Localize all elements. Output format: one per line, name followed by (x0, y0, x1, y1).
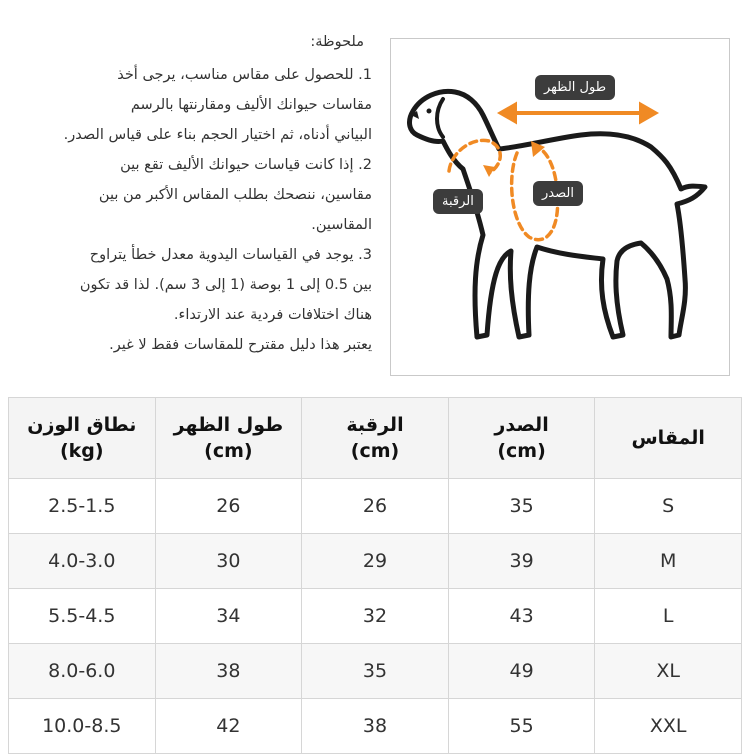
dog-measurement-diagram (390, 38, 730, 376)
note-line: المقاسين. (311, 217, 372, 233)
dog-eye-icon (427, 109, 432, 114)
cell-back-length: 38 (155, 644, 302, 699)
note-line: مقاسين، ننصحك بطلب المقاس الأكبر من بين (98, 187, 372, 203)
header-name: طول الظهر (173, 414, 284, 436)
cell-chest: 55 (448, 699, 595, 754)
back-length-label: طول الظهر (535, 75, 615, 100)
note-line: مقاسات حيوانك الأليف ومقارنتها بالرسم (130, 97, 372, 113)
cell-back-length: 34 (155, 589, 302, 644)
cell-chest: 43 (448, 589, 595, 644)
cell-chest: 49 (448, 644, 595, 699)
cell-chest: 35 (448, 479, 595, 534)
note-line: 3. يوجد في القياسات اليدوية معدل خطأ يتراوح (89, 247, 372, 263)
header-neck (302, 398, 449, 479)
chest-label: الصدر (533, 181, 583, 206)
table-row (9, 699, 742, 754)
cell-weight: 8.0-6.0 (9, 644, 156, 699)
table-row (9, 479, 742, 534)
back-length-arrow-icon (501, 105, 655, 121)
cell-neck: 38 (302, 699, 449, 754)
cell-back-length: 30 (155, 534, 302, 589)
note-line: يعتبر هذا دليل مقترح للمقاسات فقط لا غير. (109, 337, 372, 353)
cell-neck: 35 (302, 644, 449, 699)
note-line: 2. إذا كانت قياسات حيوانك الأليف تقع بين (120, 157, 372, 173)
table-row (9, 534, 742, 589)
header-unit: (kg) (59, 440, 104, 462)
header-chest (448, 398, 595, 479)
table-header-row (9, 398, 742, 479)
cell-weight: 4.0-3.0 (9, 534, 156, 589)
dog-ear-icon (437, 99, 443, 137)
cell-chest: 39 (448, 534, 595, 589)
header-name: الصدر (494, 414, 549, 436)
header-back-length (155, 398, 302, 479)
header-unit: (cm) (497, 440, 546, 462)
cell-back-length: 42 (155, 699, 302, 754)
cell-weight: 10.0-8.5 (9, 699, 156, 754)
note-line: البياني أدناه، ثم اختيار الحجم بناء على قياس الصدر. (63, 127, 372, 143)
cell-neck: 26 (302, 479, 449, 534)
neck-label: الرقبة (433, 189, 483, 214)
cell-size: S (595, 479, 742, 534)
notes-title: ملحوظة: (310, 34, 364, 50)
header-name: الرقبة (346, 414, 404, 436)
cell-neck: 29 (302, 534, 449, 589)
header-weight-range (9, 398, 156, 479)
cell-back-length: 26 (155, 479, 302, 534)
cell-size: XXL (595, 699, 742, 754)
table-row (9, 589, 742, 644)
table-row (9, 644, 742, 699)
header-unit: (cm) (350, 440, 400, 462)
size-chart-table (8, 397, 742, 754)
note-line: 1. للحصول على مقاس مناسب، يرجى أخذ (117, 67, 372, 83)
note-line: بين 0.5 إلى 1 بوصة (1 إلى 3 سم). لذا قد تكون (79, 277, 372, 293)
cell-weight: 5.5-4.5 (9, 589, 156, 644)
header-unit: (cm) (204, 440, 253, 462)
size-notes (0, 34, 372, 360)
header-name: المقاس (631, 427, 705, 449)
cell-weight: 2.5-1.5 (9, 479, 156, 534)
header-name: نطاق الوزن (27, 414, 137, 436)
note-line: هناك اختلافات فردية عند الارتداء. (173, 307, 372, 323)
header-size (595, 398, 742, 479)
cell-size: M (595, 534, 742, 589)
cell-neck: 32 (302, 589, 449, 644)
cell-size: XL (595, 644, 742, 699)
cell-size: L (595, 589, 742, 644)
